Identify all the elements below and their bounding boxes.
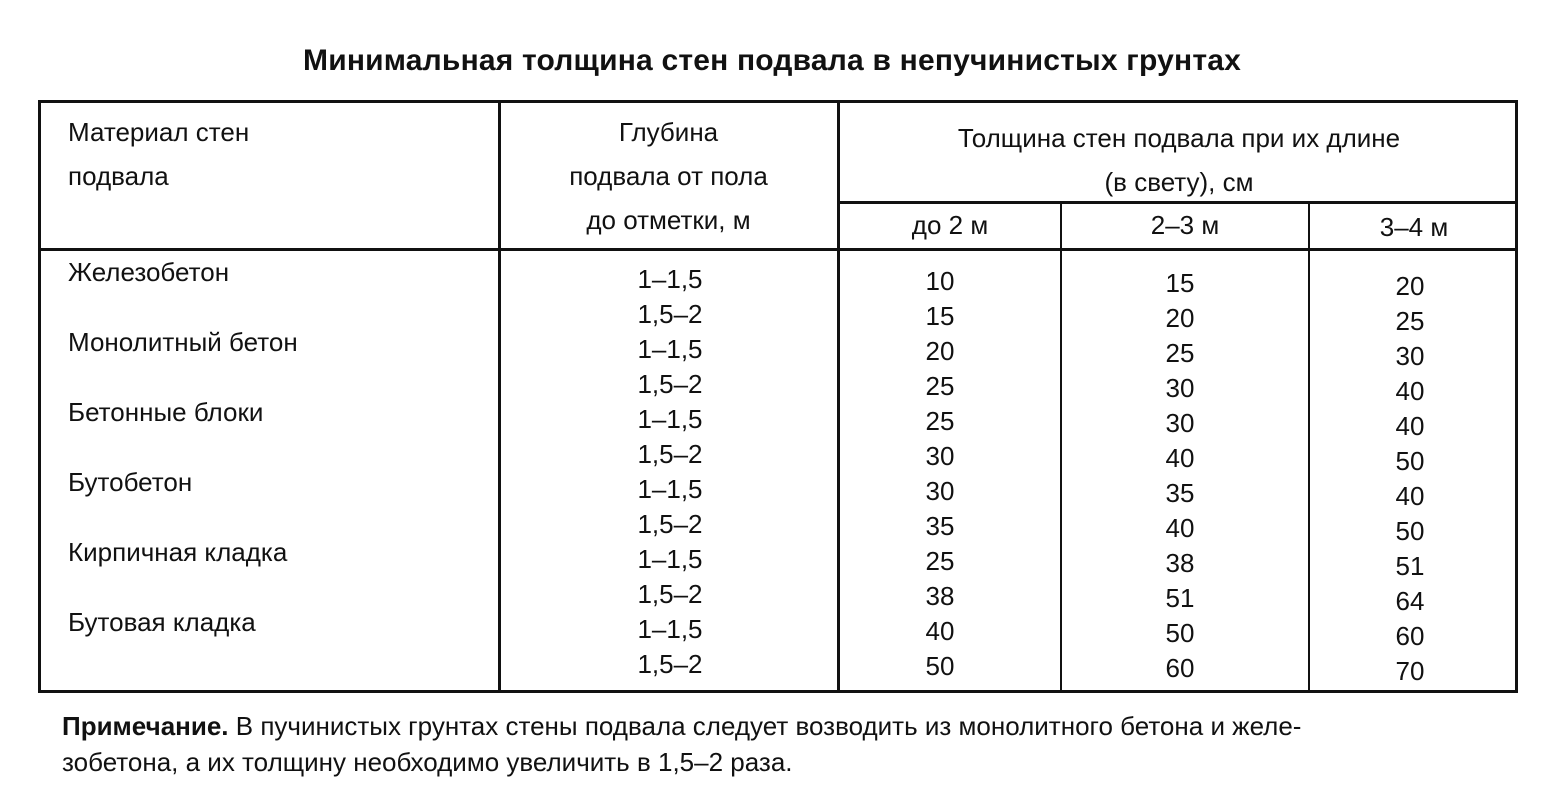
material-cell: Бутовая кладка bbox=[68, 607, 256, 637]
material-cell: Бутобетон bbox=[68, 467, 193, 497]
thickness-cell: 40 bbox=[1165, 513, 1195, 543]
thickness-cell: 40 bbox=[1395, 411, 1425, 441]
thickness-cell: 25 bbox=[925, 371, 955, 401]
material-cell: Монолитный бетон bbox=[68, 327, 298, 357]
thickness-cell: 15 bbox=[925, 301, 955, 331]
note-label: Примечание. bbox=[62, 711, 229, 741]
thickness-cell: 30 bbox=[1395, 341, 1425, 371]
table-title: Минимальная толщина стен подвала в непучинистых грунтах bbox=[303, 44, 1241, 77]
thickness-cell: 40 bbox=[1395, 481, 1425, 511]
note-text-continued: зобетона, а их толщину необходимо увеличить в 1,5–2 раза. bbox=[62, 747, 793, 777]
material-cell: Бетонные блоки bbox=[68, 397, 264, 427]
header-depth-line1: Глубина bbox=[618, 117, 719, 147]
material-cell: Кирпичная кладка bbox=[68, 537, 288, 567]
divider-col4 bbox=[1308, 203, 1310, 693]
thickness-cell: 70 bbox=[1395, 656, 1425, 686]
depth-cell: 1–1,5 bbox=[637, 334, 703, 364]
thickness-cell: 51 bbox=[1165, 583, 1195, 613]
thickness-2-3-column bbox=[1080, 266, 1280, 686]
header-material-line2: подвала bbox=[68, 161, 169, 191]
subheader-2-3: 2–3 м bbox=[1150, 210, 1220, 240]
thickness-cell: 50 bbox=[1395, 446, 1425, 476]
thickness-cell: 50 bbox=[1395, 516, 1425, 546]
depth-cell: 1,5–2 bbox=[637, 369, 703, 399]
thickness-cell: 51 bbox=[1395, 551, 1425, 581]
thickness-cell: 30 bbox=[1165, 373, 1195, 403]
thickness-cell: 25 bbox=[1395, 306, 1425, 336]
thickness-cell: 20 bbox=[1395, 271, 1425, 301]
header-thickness-line2: (в свету), см bbox=[1104, 167, 1254, 197]
divider-header bbox=[38, 248, 1518, 251]
header-depth bbox=[500, 110, 837, 242]
thickness-cell: 20 bbox=[1165, 303, 1195, 333]
table-note bbox=[62, 708, 1502, 780]
header-depth-line3: до отметки, м bbox=[586, 205, 751, 235]
thickness-cell: 60 bbox=[1395, 621, 1425, 651]
thickness-cell: 40 bbox=[1165, 443, 1195, 473]
material-cell: Железобетон bbox=[68, 257, 230, 287]
thickness-cell: 40 bbox=[1395, 376, 1425, 406]
divider-col3 bbox=[1060, 203, 1062, 693]
thickness-cell: 40 bbox=[925, 616, 955, 646]
depth-cell: 1,5–2 bbox=[637, 509, 703, 539]
note-text: В пучинистых грунтах стены подвала следует возводить из монолитного бетона и желе- bbox=[228, 711, 1302, 741]
header-thickness-line1: Толщина стен подвала при их длине bbox=[957, 123, 1401, 153]
thickness-cell: 60 bbox=[1165, 653, 1195, 683]
depth-cell: 1,5–2 bbox=[637, 579, 703, 609]
header-thickness bbox=[840, 116, 1518, 204]
depth-cell: 1,5–2 bbox=[637, 649, 703, 679]
thickness-cell: 50 bbox=[1165, 618, 1195, 648]
material-column bbox=[68, 255, 298, 675]
depth-cell: 1–1,5 bbox=[637, 404, 703, 434]
depth-cell: 1,5–2 bbox=[637, 299, 703, 329]
thickness-upto2-column bbox=[840, 264, 1040, 684]
thickness-cell: 25 bbox=[925, 406, 955, 436]
thickness-cell: 15 bbox=[1165, 268, 1195, 298]
thickness-cell: 30 bbox=[925, 476, 955, 506]
thickness-cell: 20 bbox=[925, 336, 955, 366]
thickness-cell: 25 bbox=[925, 546, 955, 576]
header-depth-line2: подвала от пола bbox=[569, 161, 768, 191]
thickness-cell: 35 bbox=[1165, 478, 1195, 508]
thickness-cell: 64 bbox=[1395, 586, 1425, 616]
depth-cell: 1–1,5 bbox=[637, 544, 703, 574]
subheader-3-4: 3–4 м bbox=[1379, 212, 1449, 242]
thickness-cell: 10 bbox=[925, 266, 955, 296]
depth-column bbox=[560, 262, 780, 682]
thickness-cell: 25 bbox=[1165, 338, 1195, 368]
depth-cell: 1–1,5 bbox=[637, 614, 703, 644]
depth-cell: 1–1,5 bbox=[637, 264, 703, 294]
thickness-3-4-column bbox=[1320, 269, 1500, 689]
thickness-cell: 30 bbox=[1165, 408, 1195, 438]
depth-cell: 1,5–2 bbox=[637, 439, 703, 469]
subheader-upto2: до 2 м bbox=[911, 210, 989, 240]
thickness-cell: 35 bbox=[925, 511, 955, 541]
depth-cell: 1–1,5 bbox=[637, 474, 703, 504]
header-material bbox=[68, 110, 249, 198]
thickness-cell: 38 bbox=[1165, 548, 1195, 578]
thickness-cell: 30 bbox=[925, 441, 955, 471]
header-material-line1: Материал стен bbox=[68, 117, 250, 147]
thickness-cell: 38 bbox=[925, 581, 955, 611]
thickness-cell: 50 bbox=[925, 651, 955, 681]
